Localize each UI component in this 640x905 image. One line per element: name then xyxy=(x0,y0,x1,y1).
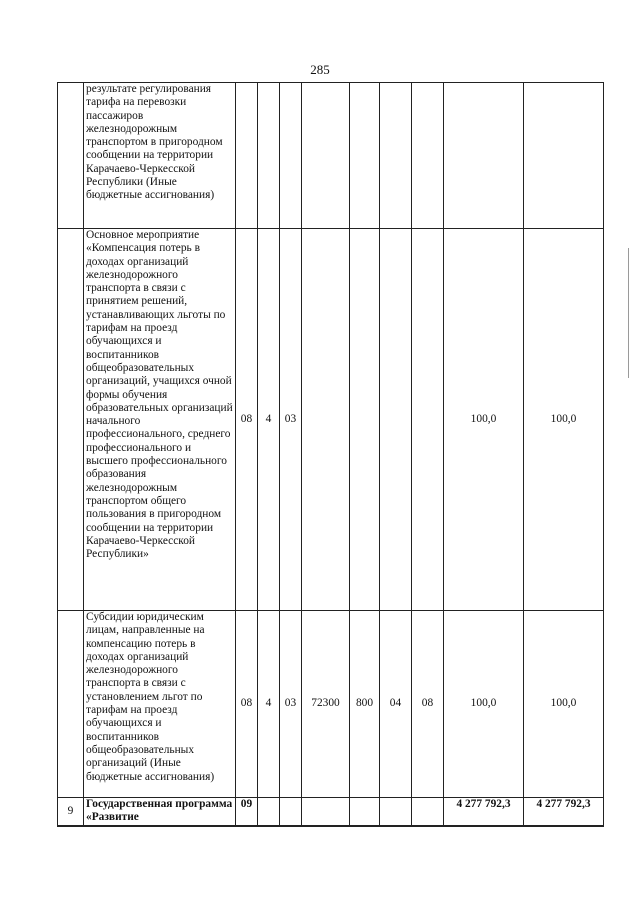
code-cell xyxy=(280,798,302,826)
table-row xyxy=(58,83,604,229)
code-cell: 4 xyxy=(258,229,280,611)
table-row xyxy=(58,611,604,798)
code-cell: 03 xyxy=(280,229,302,611)
code-cell xyxy=(350,229,380,611)
code-cell xyxy=(280,83,302,229)
code-cell xyxy=(412,229,444,611)
code-cell xyxy=(380,83,412,229)
row-description: результате регулирования тарифа на перевозки пассажиров железнодорожным транспортом в пригородном сообщении на территории Карачаево-Черкесской Республики (Иные бюджетные ассигнования) xyxy=(84,83,236,229)
row-number xyxy=(58,83,84,229)
amount-cell: 100,0 xyxy=(444,611,524,798)
row-description: Государственная программа «Развитие xyxy=(84,798,236,826)
row-description: Основное мероприятие «Компенсация потерь в доходах организаций железнодорожного транспорта в связи с принятием решений, устанавливающих льготы по тарифам на проезд обучающихся и воспитанников общеобразовательных организаций, учащихся очной формы обучения образовательных организаций начального профессионального, среднего профессионального и высшего профессионального образования железнодорожным транспортом общего пользования в пригородном сообщении на территории Карачаево-Черкесской Республики» xyxy=(84,229,236,611)
code-cell: 08 xyxy=(412,611,444,798)
amount-cell: 100,0 xyxy=(444,229,524,611)
row-description: Субсидии юридическим лицам, направленные на компенсацию потерь в доходах организаций железнодорожного транспорта в связи с установлением льгот по тарифам на проезд обучающихся и воспитанников общеобразовательных организаций (Иные бюджетные ассигнования) xyxy=(84,611,236,798)
code-cell xyxy=(302,229,350,611)
code-cell xyxy=(350,83,380,229)
page-number: 285 xyxy=(310,62,330,77)
code-cell: 03 xyxy=(280,611,302,798)
amount-cell: 100,0 xyxy=(524,611,604,798)
amount-cell xyxy=(524,83,604,229)
scan-edge-line xyxy=(628,248,629,378)
amount-cell: 4 277 792,3 xyxy=(524,798,604,826)
code-cell xyxy=(412,798,444,826)
table-row xyxy=(58,798,604,826)
code-cell xyxy=(258,83,280,229)
code-cell: 4 xyxy=(258,611,280,798)
row-number xyxy=(58,229,84,611)
code-cell xyxy=(412,83,444,229)
code-cell xyxy=(380,229,412,611)
code-cell xyxy=(236,83,258,229)
code-cell xyxy=(380,798,412,826)
code-cell: 08 xyxy=(236,229,258,611)
code-cell: 09 xyxy=(236,798,258,826)
code-cell xyxy=(258,798,280,826)
table-row xyxy=(58,229,604,611)
row-number: 9 xyxy=(58,798,84,826)
code-cell xyxy=(350,798,380,826)
amount-cell: 4 277 792,3 xyxy=(444,798,524,826)
code-cell: 800 xyxy=(350,611,380,798)
code-cell: 72300 xyxy=(302,611,350,798)
amount-cell xyxy=(444,83,524,229)
code-cell xyxy=(302,83,350,229)
budget-table xyxy=(57,82,604,827)
code-cell xyxy=(302,798,350,826)
code-cell: 04 xyxy=(380,611,412,798)
row-number xyxy=(58,611,84,798)
amount-cell: 100,0 xyxy=(524,229,604,611)
code-cell: 08 xyxy=(236,611,258,798)
